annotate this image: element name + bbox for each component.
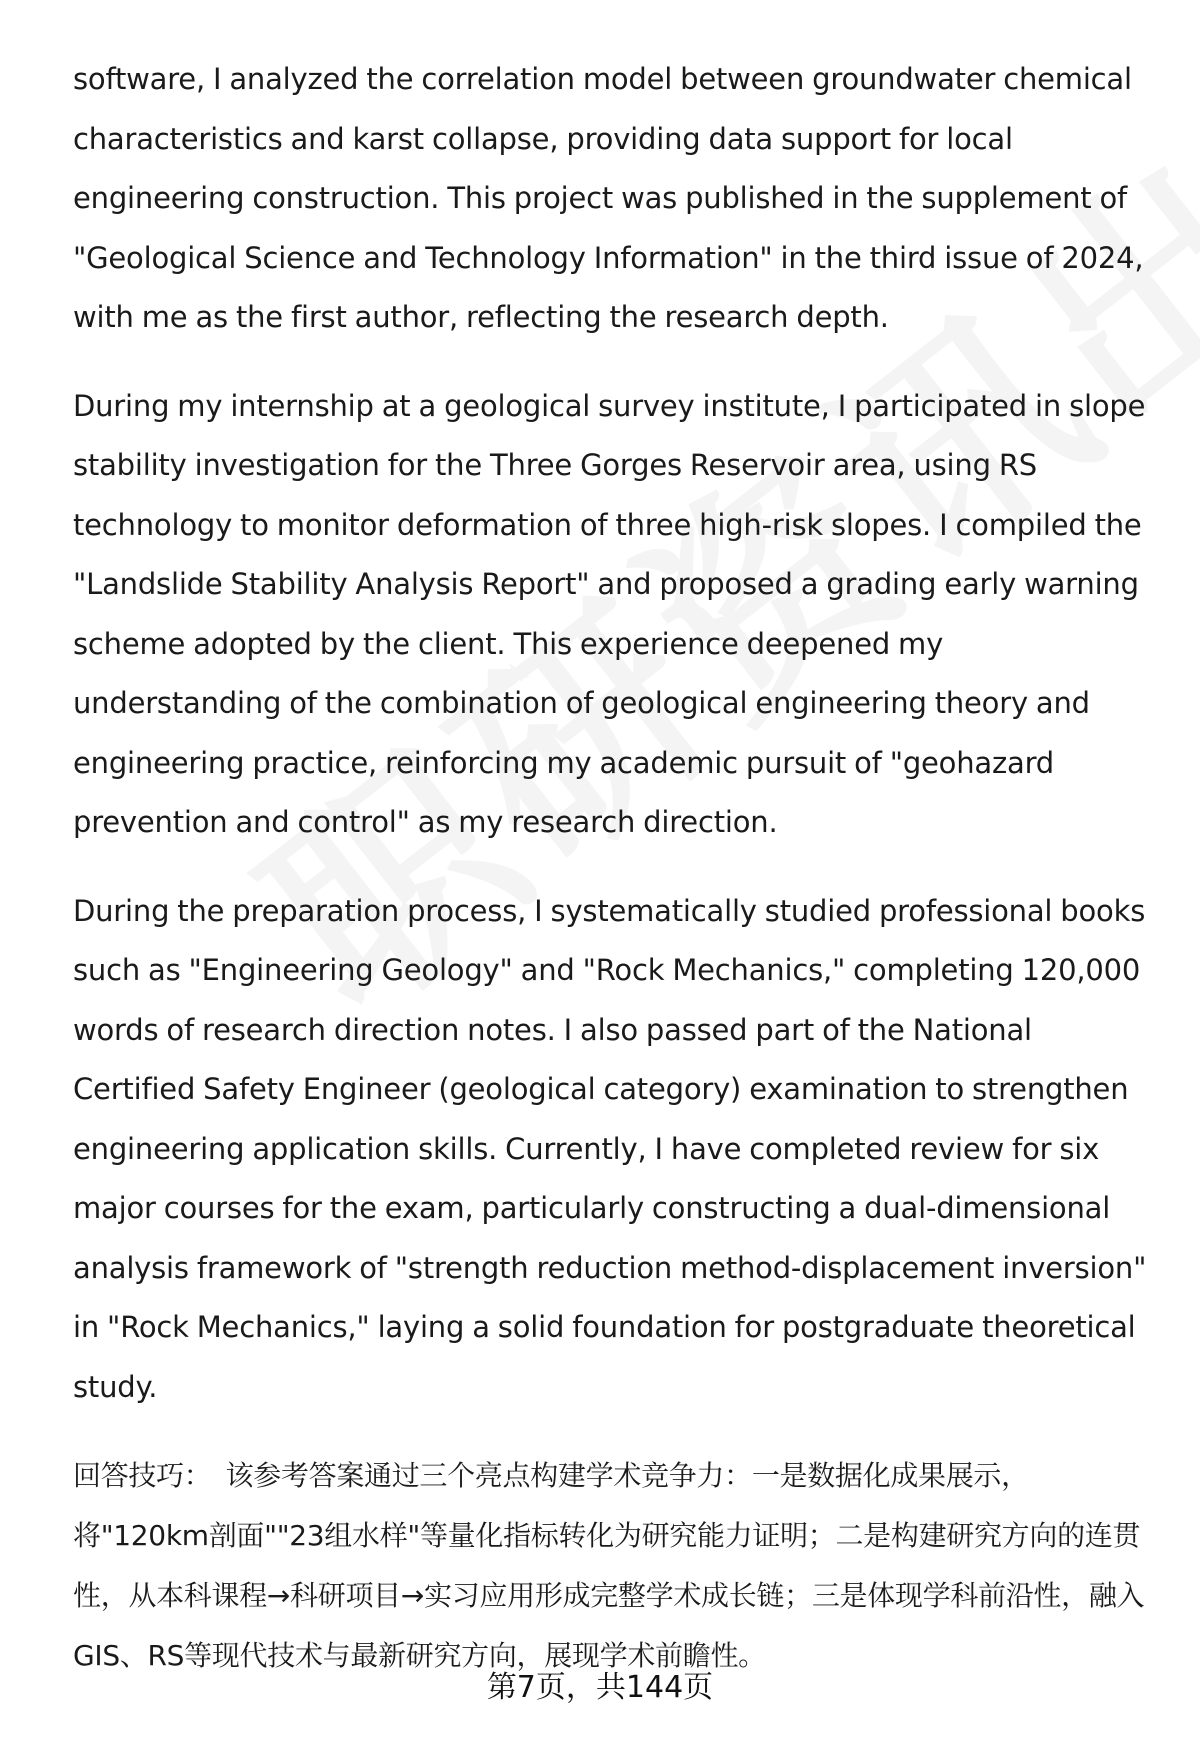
- page-content: [73, 50, 1158, 1686]
- paragraph-preparation: During the preparation process, I systematically studied professional books such as "Engineering Geology" and "Rock Mechanics," completing 120,000 words of research direction notes. I also passed part of the National Certified Safety Engineer (geological category) examination to strengthen engineering application skills. Currently, I have completed review for six major courses for the exam, particularly constructing a dual-dimensional analysis framework of "strength reduction method-displacement inversion" in "Rock Mechanics," laying a solid foundation for postgraduate theoretical study.: [73, 893, 1147, 1404]
- page-number: 第7页，共144页: [486, 1670, 714, 1705]
- answer-tips-label: 回答技巧：: [73, 1459, 212, 1492]
- answer-tips: [73, 1446, 1158, 1686]
- answer-tips-text: 该参考答案通过三个亮点构建学术竞争力：一是数据化成果展示，将"120km剖面""23组水样"等量化指标转化为研究能力证明；二是构建研究方向的连贯性，从本科课程→科研项目→实习应用形成完整学术成长链；三是体现学科前沿性，融入GIS、RS等现代技术与最新研究方向，展现学术前瞻性。: [73, 1459, 1145, 1672]
- paragraph-research-project: software, I analyzed the correlation model between groundwater chemical characteristics and karst collapse, providing data support for local engineering construction. This project was published in the supplement of "Geological Science and Technology Information" in the third issue of 2024, with me as the first author, reflecting the research depth.: [73, 62, 1144, 334]
- paragraph-internship: During my internship at a geological survey institute, I participated in slope stability investigation for the Three Gorges Reservoir area, using RS technology to monitor deformation of three high-risk slopes. I compiled the "Landslide Stability Analysis Report" and proposed a grading early warning scheme adopted by the client. This experience deepened my understanding of the combination of geological engineering theory and engineering practice, reinforcing my academic pursuit of "geohazard prevention and control" as my research direction.: [73, 388, 1146, 839]
